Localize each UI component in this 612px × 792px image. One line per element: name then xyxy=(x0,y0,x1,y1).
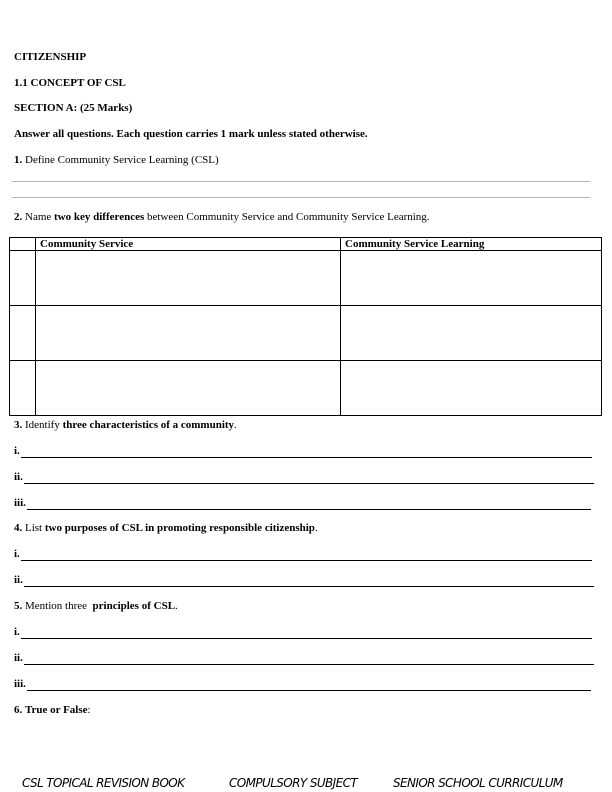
table-cell[interactable] xyxy=(10,361,36,416)
answer-line-ii[interactable]: ii. xyxy=(14,471,23,483)
question-text: Define Community Service Learning (CSL) xyxy=(25,154,219,166)
table-row xyxy=(10,361,602,416)
topic-heading: 1.1 CONCEPT OF CSL xyxy=(14,77,126,89)
table-row xyxy=(10,306,602,361)
table-cell[interactable] xyxy=(341,251,602,306)
question-number: 2. xyxy=(14,211,23,223)
answer-line-i[interactable]: i. xyxy=(14,548,20,560)
answer-line-ii[interactable]: ii. xyxy=(14,652,23,664)
answer-line-i[interactable]: i. xyxy=(14,626,20,638)
question-number: 4. xyxy=(14,522,23,534)
footer-curriculum: SENIOR SCHOOL CURRICULUM xyxy=(393,776,563,790)
table-cell[interactable] xyxy=(10,306,36,361)
table-cell[interactable] xyxy=(36,251,341,306)
table-cell[interactable] xyxy=(36,306,341,361)
table-header-row xyxy=(10,238,602,251)
answer-line-iii[interactable]: iii. xyxy=(14,678,26,690)
instructions: Answer all questions. Each question carries 1 mark unless stated otherwise. xyxy=(14,128,368,140)
table-header-csl: Community Service Learning xyxy=(341,238,602,251)
question-6: 6. True or False: xyxy=(14,704,91,716)
answer-line-i[interactable]: i. xyxy=(14,445,20,457)
question-number: 3. xyxy=(14,419,23,431)
question-5: 5. Mention three principles of CSL. xyxy=(14,600,178,612)
comparison-table xyxy=(9,237,602,416)
table-row xyxy=(10,251,602,306)
subject-heading: CITIZENSHIP xyxy=(14,51,87,63)
answer-line-ii[interactable]: ii. xyxy=(14,574,23,586)
question-4: 4. List two purposes of CSL in promoting responsible citizenship. xyxy=(14,522,318,534)
question-3: 3. Identify three characteristics of a community. xyxy=(14,419,237,431)
answer-line-iii[interactable]: iii. xyxy=(14,497,26,509)
table-header-blank xyxy=(10,238,36,251)
question-number: 6. xyxy=(14,704,23,716)
table-cell[interactable] xyxy=(36,361,341,416)
question-number: 5. xyxy=(14,600,23,612)
table-cell[interactable] xyxy=(341,306,602,361)
table-header-community-service: Community Service xyxy=(36,238,341,251)
table-cell[interactable] xyxy=(341,361,602,416)
question-number: 1. xyxy=(14,154,23,166)
table-cell[interactable] xyxy=(10,251,36,306)
answer-line[interactable] xyxy=(12,181,590,182)
section-heading: SECTION A: (25 Marks) xyxy=(14,102,133,114)
question-2: 2. Name two key differences between Community Service and Community Service Learning. xyxy=(14,211,430,223)
footer-book-title: CSL TOPICAL REVISION BOOK xyxy=(22,776,185,790)
question-1 xyxy=(14,154,219,166)
footer-subject: COMPULSORY SUBJECT xyxy=(229,776,358,790)
answer-line[interactable] xyxy=(12,197,590,198)
